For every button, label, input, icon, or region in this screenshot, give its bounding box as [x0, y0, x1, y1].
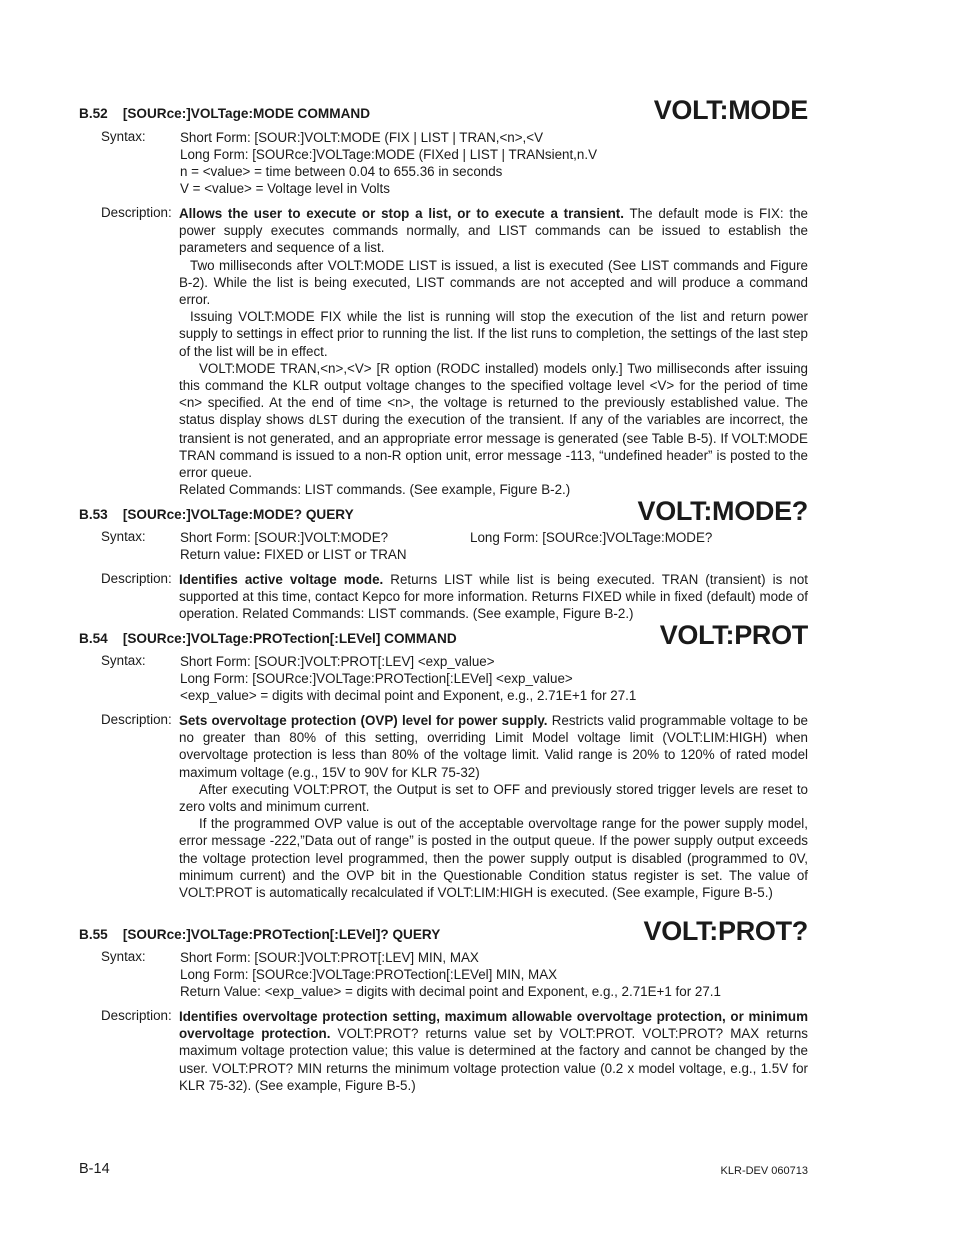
- description-label: Description:: [101, 205, 172, 220]
- return-text: FIXED or LIST or TRAN: [260, 547, 407, 562]
- lead-sentence: Identifies overvoltage protection setting, maximum allowable overvoltage protection, or minimum overvoltage protection.: [179, 1009, 808, 1042]
- return-colon: :: [255, 547, 261, 562]
- section-heading-b55: B.55 [SOURce:]VOLTage:PROTection[:LEVel]? QUERY: [79, 927, 441, 942]
- paragraph: Issuing VOLT:MODE FIX while the list is running will stop the execution of the list and return power supply to settings in effect prior to running the list. If the list runs to completion, the settings of the last step of the list will be in effect.: [179, 309, 808, 359]
- lead-sentence: Identifies active voltage mode.: [179, 572, 384, 587]
- paragraph-text: The default mode is FIX: the power supply executes commands normally, and LIST commands can be issued to establish the parameters and sequence of a list.: [179, 206, 808, 256]
- paragraph-text: during the execution of the transient. If any of the variables are incorrect, the transient is not generated, and an appropriate error message is generated (see Table B-5). If VOLT:MODE TRAN command is issued to a non-R option unit, error message -113, “undefined header” is posted to the error queue.: [179, 412, 809, 481]
- document-id: KLR-DEV 060713: [720, 1165, 808, 1177]
- paragraph: Two milliseconds after VOLT:MODE LIST is issued, a list is executed (See LIST commands and Figure B-2). While the list is being executed, LIST commands are not accepted and will produce a command error.: [179, 257, 808, 308]
- syntax-short-form: Short Form: [SOUR:]VOLT:MODE?: [180, 530, 389, 545]
- paragraph: [179, 712, 808, 781]
- paragraph-text: Restricts valid programmable voltage to be no greater than 80% of this setting, overriding Limit Model voltage limit (VOLT:LIM:HIGH) when overvoltage protection is less than 80% of the voltage limit. Valid range is 20% to 120% of rated model maximum voltage (e.g., 15V to 90V for KLR 75-32): [179, 713, 808, 780]
- paragraph: [179, 571, 808, 623]
- syntax-line: n = <value> = time between 0.04 to 655.36 in seconds: [180, 164, 503, 179]
- section-heading-b52: B.52 [SOURce:]VOLTage:MODE COMMAND: [79, 106, 371, 121]
- command-title-volt-mode-query: VOLT:MODE?: [637, 496, 808, 526]
- status-display-text: dLST: [308, 413, 338, 428]
- paragraph: After executing VOLT:PROT, the Output is set to OFF and previously stored trigger levels are reset to zero volts and minimum current.: [179, 781, 808, 815]
- paragraph: Related Commands: LIST commands. (See example, Figure B-2.): [179, 482, 571, 498]
- syntax-line: V = <value> = Voltage level in Volts: [180, 181, 390, 196]
- paragraph: [179, 1008, 808, 1094]
- syntax-label: Syntax:: [101, 949, 146, 964]
- paragraph: If the programmed OVP value is out of the acceptable overvoltage range for the power supply model, error message -222,”Data out of range” is posted in the output queue. If the power supply output exceeds the voltage protection level programmed, then the power supply output is disabled (programmed to 0V, minimum current) and the OVP bit in the Questionable Condition status register is set. The value of VOLT:PROT is automatically recalculated if VOLT:LIM:HIGH is executed. (See example, Figure B-5.): [179, 816, 808, 901]
- syntax-line: Short Form: [SOUR:]VOLT:PROT[:LEV] <exp_value>: [180, 654, 495, 669]
- command-title-volt-prot: VOLT:PROT: [659, 620, 808, 650]
- syntax-long-form: Long Form: [SOURce:]VOLTage:MODE?: [470, 530, 713, 545]
- return-value-line: [180, 546, 407, 563]
- paragraph: [179, 360, 808, 481]
- syntax-line: <exp_value> = digits with decimal point and Exponent, e.g., 2.71E+1 for 27.1: [180, 688, 637, 703]
- syntax-line: Long Form: [SOURce:]VOLTage:MODE (FIXed | LIST | TRANsient,n.V: [180, 147, 598, 162]
- section-heading-b53: B.53 [SOURce:]VOLTage:MODE? QUERY: [79, 507, 354, 522]
- description-body: [179, 571, 808, 623]
- syntax-label: Syntax:: [101, 529, 146, 544]
- syntax-line: Short Form: [SOUR:]VOLT:MODE (FIX | LIST | TRAN,<n>,<V: [180, 130, 544, 145]
- description-body: [179, 1008, 808, 1094]
- return-label: Return value: [180, 547, 256, 562]
- description-body: [179, 712, 808, 901]
- syntax-line: Short Form: [SOUR:]VOLT:PROT[:LEV] MIN, MAX: [180, 950, 479, 965]
- description-label: Description:: [101, 1008, 172, 1023]
- page-number: B-14: [79, 1161, 110, 1177]
- description-label: Description:: [101, 712, 172, 727]
- section-heading-b54: B.54 [SOURce:]VOLTage:PROTection[:LEVel] COMMAND: [79, 631, 457, 646]
- syntax-label: Syntax:: [101, 129, 146, 144]
- syntax-line: Long Form: [SOURce:]VOLTage:PROTection[:LEVel] <exp_value>: [180, 671, 573, 686]
- lead-sentence: Allows the user to execute or stop a list, or to execute a transient.: [179, 206, 624, 221]
- paragraph: [179, 205, 808, 257]
- syntax-label: Syntax:: [101, 653, 146, 668]
- paragraph-text: VOLT:PROT? returns value set by VOLT:PROT. VOLT:PROT? MAX returns maximum voltage protection value; this value is determined at the factory and cannot be changed by the user. VOLT:PROT? MIN returns the minimum voltage protection value (0.2 x model voltage, e.g., 1.5V for KLR 75-32). (See example, Figure B-5.): [179, 1026, 808, 1093]
- description-body: [179, 205, 808, 498]
- paragraph-text: VOLT:MODE TRAN,<n>,<V> [R option (RODC installed) models only.] Two milliseconds after issuing this command the KLR output voltage changes to the specified voltage level <V> for the period of time <n> specified. At the end of time <n>, the voltage is returned to the previously established value. The status display shows: [179, 360, 808, 428]
- description-label: Description:: [101, 571, 172, 586]
- syntax-line: Long Form: [SOURce:]VOLTage:PROTection[:LEVel] MIN, MAX: [180, 967, 558, 982]
- command-title-volt-prot-query: VOLT:PROT?: [643, 916, 808, 946]
- command-title-volt-mode: VOLT:MODE: [653, 95, 808, 125]
- paragraph-text: Returns LIST while list is being executed. TRAN (transient) is not supported at this time, contact Kepco for more information. Returns FIXED while in fixed (default) mode of operation. Related Commands: LIST commands. (See example, Figure B-2.): [179, 572, 808, 622]
- syntax-line: Return Value: <exp_value> = digits with decimal point and Exponent, e.g., 2.71E+1 for 27.1: [180, 984, 721, 999]
- lead-sentence: Sets overvoltage protection (OVP) level for power supply.: [179, 713, 548, 728]
